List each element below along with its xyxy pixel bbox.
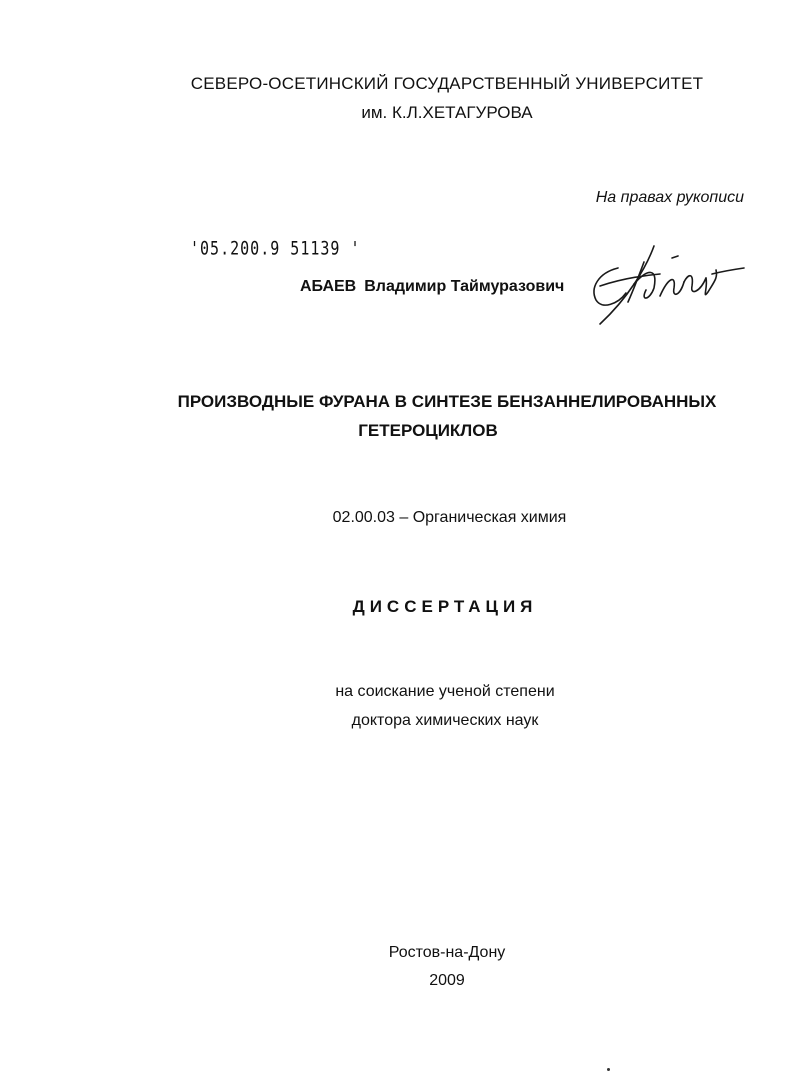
city: Ростов-на-Дону (388, 944, 506, 961)
signature-stroke-6 (660, 280, 684, 296)
document-type: ДИССЕРТАЦИЯ (352, 597, 538, 616)
author-given-names: Владимир Таймуразович (364, 278, 565, 295)
degree-line1: на соискание ученой степени (335, 683, 555, 700)
signature-stroke-10 (672, 256, 678, 258)
handwritten-signature (588, 238, 748, 328)
university-name: СЕВЕРО-ОСЕТИНСКИЙ ГОСУДАРСТВЕННЫЙ УНИВЕРСИТЕТ (190, 74, 704, 93)
signature-stroke-2 (600, 274, 660, 286)
signature-stroke-3 (600, 246, 654, 324)
degree-line2: доктора химических наук (351, 712, 539, 729)
author-surname: АБАЕВ (300, 278, 357, 295)
archive-stamp-number: '05.200.9 51139 ' (190, 237, 361, 260)
year: 2009 (429, 972, 465, 989)
dissertation-title-line1: ПРОИЗВОДНЫЕ ФУРАНА В СИНТЕЗЕ БЕНЗАННЕЛИРОВАННЫХ (177, 392, 717, 411)
signature-stroke-7 (684, 276, 706, 292)
dissertation-title-line2: ГЕТЕРОЦИКЛОВ (358, 421, 498, 440)
specialty-code: 02.00.03 – Органическая химия (332, 509, 567, 526)
manuscript-note: На правах рукописи (595, 189, 744, 206)
author-name (300, 278, 564, 296)
university-named-after: им. К.Л.ХЕТАГУРОВА (361, 103, 533, 122)
scan-dot-mark (607, 1068, 610, 1071)
signature-stroke-1 (594, 268, 626, 305)
